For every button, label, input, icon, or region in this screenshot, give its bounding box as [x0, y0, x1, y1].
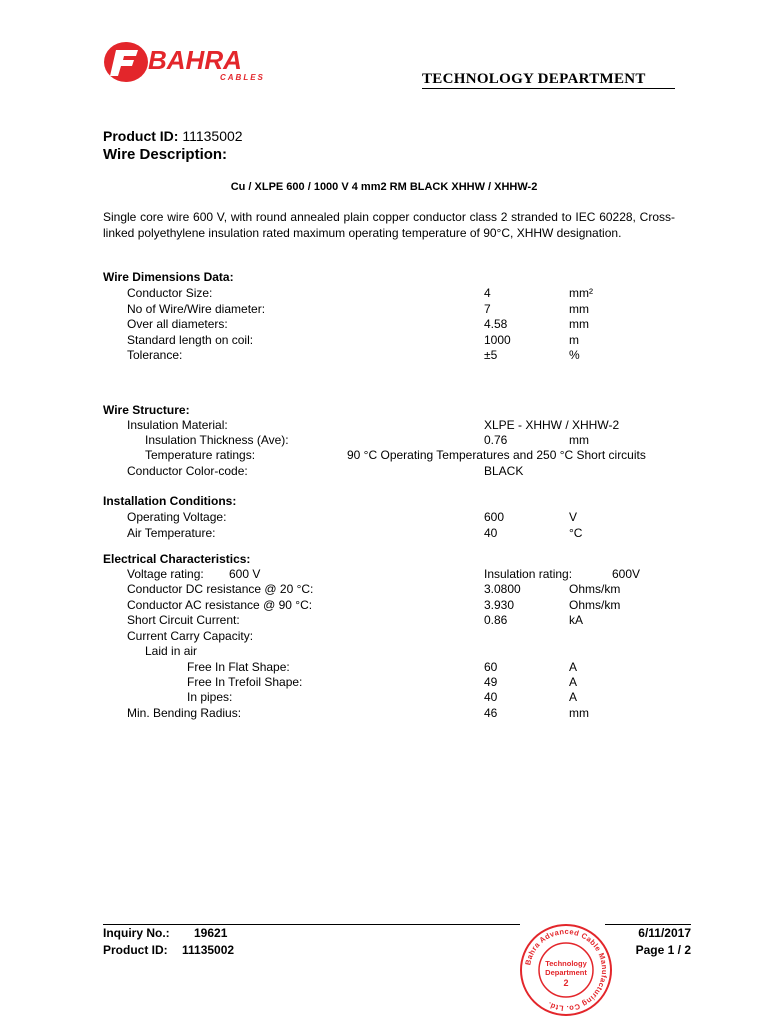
structure-heading: Wire Structure:	[103, 403, 190, 417]
installation-row-value: 600	[484, 510, 505, 524]
voltage-rating-value: 600 V	[229, 567, 261, 581]
short-circuit-unit: kA	[569, 613, 584, 627]
current-capacity-label: Current Carry Capacity:	[127, 629, 254, 643]
dimensions-row-value: 4.58	[484, 317, 508, 331]
dimensions-heading: Wire Dimensions Data:	[103, 270, 234, 284]
product-title: Cu / XLPE 600 / 1000 V 4 mm2 RM BLACK XHHW / XHHW-2	[230, 181, 538, 193]
product-id-value: 11135002	[182, 128, 243, 144]
footer-product-value: 11135002	[182, 943, 235, 957]
color-code-value: BLACK	[484, 464, 524, 478]
bending-radius-label: Min. Bending Radius:	[127, 706, 242, 720]
in-pipes-value: 40	[484, 690, 498, 704]
trefoil-shape-value: 49	[484, 675, 498, 689]
voltage-rating-label: Voltage rating:	[127, 567, 204, 581]
inquiry-value: 19621	[194, 926, 228, 940]
in-pipes-unit: A	[569, 690, 578, 704]
dimensions-row-value: 4	[484, 286, 491, 300]
short-circuit-label: Short Circuit Current:	[127, 613, 240, 627]
dimensions-row-value: 7	[484, 301, 491, 316]
insulation-material-label: Insulation Material:	[127, 418, 228, 432]
installation-row-label: Operating Voltage:	[127, 510, 227, 524]
installation-heading: Installation Conditions:	[103, 494, 237, 508]
dimensions-row-unit: mm	[569, 301, 589, 316]
dimensions-row-label: Tolerance:	[127, 348, 183, 362]
inquiry-label: Inquiry No.:	[103, 926, 170, 940]
insulation-rating-value: 600V	[612, 567, 641, 581]
department-underline	[422, 88, 675, 89]
temperature-label: Temperature ratings:	[145, 448, 256, 462]
dimensions-row-label: Standard length on coil:	[127, 332, 254, 347]
dimensions-row-unit: %	[569, 348, 580, 362]
brand-name: BAHRA	[148, 45, 242, 75]
stamp-number: 2	[563, 978, 569, 988]
description-paragraph: Single core wire 600 V, with round annealed plain copper conductor class 2 stranded to IEC 60228, Cross-linked polyethylene insulation rated maximum operating temperature of 90°C, XHHW designation.	[103, 210, 675, 240]
dimensions-row-label: Over all diameters:	[127, 317, 228, 331]
dimensions-row-label: Conductor Size:	[127, 286, 213, 300]
dimensions-row-value: 1000	[484, 332, 511, 347]
installation-row-unit: °C	[569, 525, 583, 540]
insulation-thickness-value: 0.76	[484, 433, 508, 447]
footer-product-label: Product ID:	[103, 943, 168, 957]
footer-rule-right	[605, 924, 691, 925]
dc-resistance-label: Conductor DC resistance @ 20 °C:	[127, 582, 314, 596]
dimensions-row-unit: mm	[569, 317, 589, 331]
color-code-label: Conductor Color-code:	[127, 464, 248, 478]
dimensions-row-value: ±5	[484, 348, 498, 362]
short-circuit-value: 0.86	[484, 613, 508, 627]
product-id-label: Product ID:	[103, 128, 179, 144]
stamp-center-line2: Department	[545, 968, 587, 977]
department-title: TECHNOLOGY DEPARTMENT	[422, 71, 646, 87]
dc-resistance-unit: Ohms/km	[569, 582, 621, 596]
insulation-material-value: XLPE - XHHW / XHHW-2	[484, 418, 620, 432]
ac-resistance-value: 3.930	[484, 598, 515, 612]
ac-resistance-unit: Ohms/km	[569, 598, 621, 612]
insulation-thickness-unit: mm	[569, 433, 589, 447]
electrical-heading: Electrical Characteristics:	[103, 552, 251, 566]
brand-sub: CABLES	[220, 73, 265, 82]
bending-radius-unit: mm	[569, 706, 589, 720]
footer-rule-left	[103, 924, 520, 925]
insulation-rating-label: Insulation rating:	[484, 567, 573, 581]
stamp-ring-text: Bahra Advanced Cable Manufacturing Co. Ltd.	[523, 926, 610, 1014]
trefoil-shape-unit: A	[569, 675, 578, 689]
flat-shape-label: Free In Flat Shape:	[187, 660, 290, 674]
installation-row-value: 40	[484, 525, 498, 540]
bending-radius-value: 46	[484, 706, 498, 720]
footer-date: 6/11/2017	[638, 926, 691, 940]
installation-row-label: Air Temperature:	[127, 525, 216, 540]
flat-shape-unit: A	[569, 660, 578, 674]
installation-row-unit: V	[569, 510, 578, 524]
product-id	[103, 128, 243, 144]
ac-resistance-label: Conductor AC resistance @ 90 °C:	[127, 598, 313, 612]
insulation-thickness-label: Insulation Thickness (Ave):	[145, 433, 289, 447]
bahra-cables-logo	[102, 38, 292, 86]
dimensions-row-unit: mm²	[569, 286, 593, 300]
dc-resistance-value: 3.0800	[484, 582, 521, 596]
stamp-center-line1: Technology	[545, 959, 587, 968]
trefoil-shape-label: Free In Trefoil Shape:	[187, 675, 303, 689]
in-pipes-label: In pipes:	[187, 690, 233, 704]
dimensions-row-unit: m	[569, 332, 579, 347]
footer-page: Page 1 / 2	[635, 943, 691, 957]
technology-department-stamp	[518, 922, 614, 1018]
laid-in-air-label: Laid in air	[145, 644, 198, 658]
dimensions-row-label: No of Wire/Wire diameter:	[127, 301, 266, 316]
wire-description-heading: Wire Description:	[103, 146, 228, 163]
temperature-value: 90 °C Operating Temperatures and 250 °C Short circuits	[347, 448, 646, 462]
flat-shape-value: 60	[484, 660, 498, 674]
